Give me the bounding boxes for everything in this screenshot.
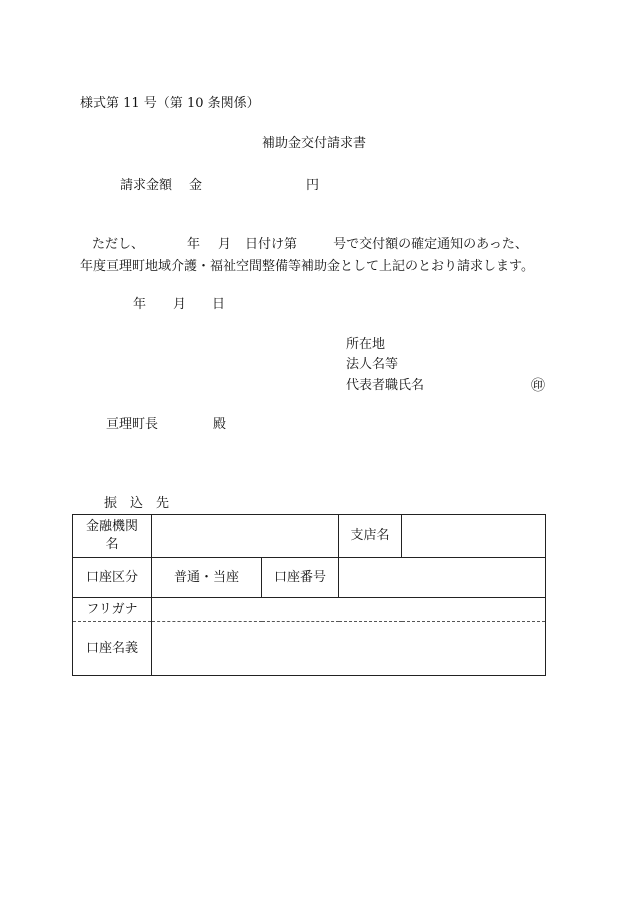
date-year: 年 [133, 297, 147, 312]
furigana-field[interactable] [152, 598, 546, 622]
branch-name-field[interactable] [402, 515, 546, 558]
branch-label: 支店名 [339, 515, 402, 558]
transfer-heading: 振 込 先 [104, 496, 170, 511]
bank-name-label-line1: 金融機関 [85, 519, 138, 534]
date-day: 日 [212, 297, 226, 312]
table-row-account [73, 558, 546, 598]
address-label: 所在地 [346, 337, 386, 352]
table-row-account-holder [73, 622, 546, 676]
body-line1-year: 年 [187, 237, 201, 252]
form-number: 様式第 11 号（第 10 条関係） [80, 96, 260, 111]
addressee-honorific: 殿 [213, 417, 227, 432]
table-row-furigana [73, 598, 546, 622]
bank-name-field[interactable] [152, 515, 339, 558]
seal-mark: ㊞ [531, 378, 545, 394]
account-number-label: 口座番号 [262, 558, 339, 598]
body-line-2: 年度亘理町地域介護・福祉空間整備等補助金として上記のとおり請求します。 [80, 259, 534, 274]
amount-unit: 円 [306, 178, 320, 193]
representative-label: 代表者職氏名 [346, 378, 425, 393]
amount-prefix: 金 [189, 178, 203, 193]
date-line [133, 297, 225, 313]
body-line1-month: 月 [218, 237, 232, 252]
body-line1-start: ただし、 [92, 237, 145, 252]
addressee [106, 417, 226, 433]
account-holder-label: 口座名義 [73, 622, 152, 676]
account-type-label: 口座区分 [73, 558, 152, 598]
corporation-label: 法人名等 [346, 357, 399, 372]
body-line1-rest: 号で交付額の確定通知のあった、 [333, 237, 528, 252]
document-title: 補助金交付請求書 [262, 136, 367, 151]
account-type-options[interactable]: 普通・当座 [152, 558, 262, 598]
body-line-1 [92, 237, 528, 253]
table-row-bank [73, 515, 546, 558]
addressee-name: 亘理町長 [106, 417, 159, 432]
amount-line [120, 178, 319, 194]
date-month: 月 [173, 297, 187, 312]
account-number-field[interactable] [339, 558, 546, 598]
account-holder-field[interactable] [152, 622, 546, 676]
amount-label: 請求金額 [120, 178, 173, 193]
furigana-label: フリガナ [73, 598, 152, 622]
body-line1-date-suffix: 日付け第 [245, 237, 298, 252]
bank-name-label-line2: 名 [105, 537, 119, 552]
bank-account-table [72, 514, 546, 676]
bank-name-label [73, 515, 152, 558]
